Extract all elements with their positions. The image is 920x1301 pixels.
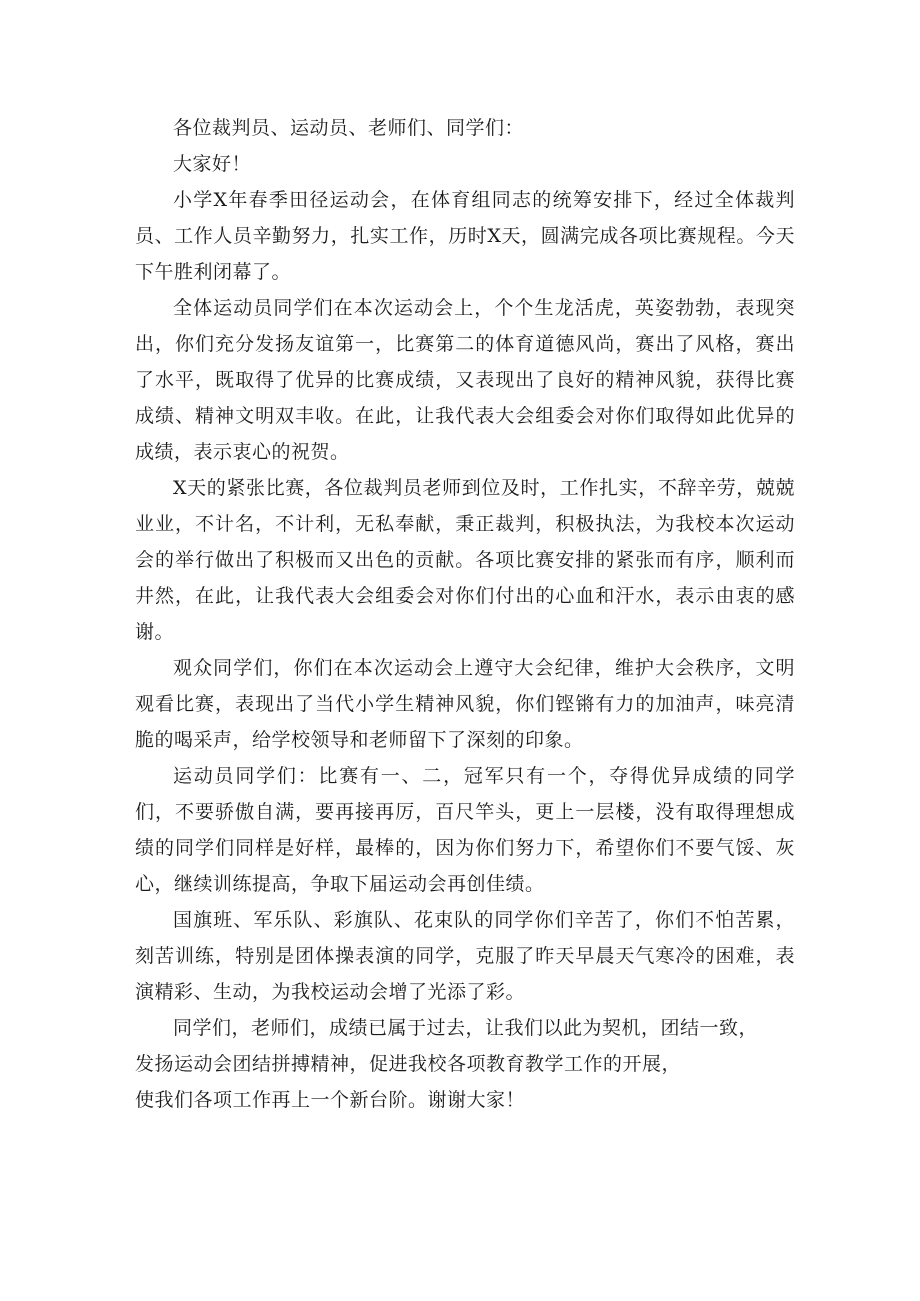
salutation: 各位裁判员、运动员、老师们、同学们： <box>173 117 525 139</box>
greeting: 大家好！ <box>173 153 252 175</box>
closing-line-1: 同学们，老师们，成绩已属于过去，让我们以此为契机，团结一致， <box>173 1017 759 1039</box>
paragraph-athletes: 全体运动员同学们在本次运动会上，个个生龙活虎，英姿勃勃，表现突出，你们充分发扬友谊第一，比赛第二的体育道德风尚，赛出了风格，赛出了水平，既取得了优异的比赛成绩，又表现出了良好的精神风貌，获得比赛成绩、精神文明双丰收。在此，让我代表大会组委会对你们取得如此优异的成绩，表示衷心的祝贺。 <box>135 297 795 463</box>
closing-line-3: 使我们各项工作再上一个新台阶。谢谢大家！ <box>135 1089 526 1111</box>
closing-line-2: 发扬运动会团结拼搏精神，促进我校各项教育教学工作的开展， <box>135 1053 682 1075</box>
paragraph-referees: X天的紧张比赛，各位裁判员老师到位及时，工作扎实，不辞辛劳，兢兢业业，不计名，不计利，无私奉献，秉正裁判，积极执法，为我校本次运动会的举行做出了积极而又出色的贡献。各项比赛安排的紧张而有序，顺利而井然，在此，让我代表大会组委会对你们付出的心血和汗水，表示由衷的感谢。 <box>135 477 795 643</box>
paragraph-opening: 小学X年春季田径运动会，在体育组同志的统筹安排下，经过全体裁判员、工作人员辛勤努力，扎实工作，历时X天，圆满完成各项比赛规程。今天下午胜利闭幕了。 <box>135 189 795 283</box>
speech-body <box>135 110 795 1118</box>
paragraph-encouragement: 运动员同学们：比赛有一、二，冠军只有一个，夺得优异成绩的同学们，不要骄傲自满，要再接再厉，百尺竿头，更上一层楼，没有取得理想成绩的同学们同样是好样，最棒的，因为你们努力下，希望你们不要气馁、灰心，继续训练提高，争取下届运动会再创佳绩。 <box>135 765 795 895</box>
paragraph-audience: 观众同学们，你们在本次运动会上遵守大会纪律，维护大会秩序，文明观看比赛，表现出了当代小学生精神风貌，你们铿锵有力的加油声，味亮清脆的喝采声，给学校领导和老师留下了深刻的印象。 <box>135 657 795 751</box>
paragraph-teams: 国旗班、军乐队、彩旗队、花束队的同学你们辛苦了，你们不怕苦累，刻苦训练，特别是团体操表演的同学，克服了昨天早晨天气寒冷的困难，表演精彩、生动，为我校运动会增了光添了彩。 <box>135 909 795 1003</box>
